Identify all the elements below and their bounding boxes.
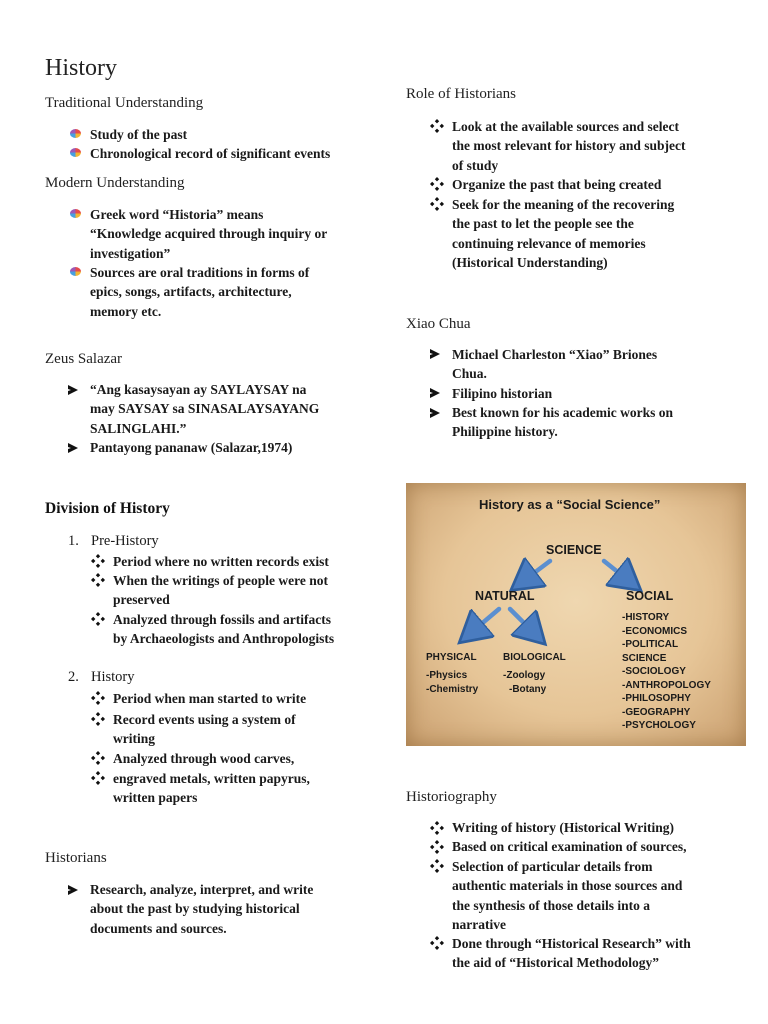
arrow-bullet-icon xyxy=(68,443,78,453)
arrow-bullet-icon xyxy=(430,408,440,418)
arrow-natural-to-biological xyxy=(510,609,539,638)
list-item: When the writings of people were not preserved xyxy=(113,573,328,608)
diamond-bullet-icon xyxy=(91,712,105,726)
diamond-bullet-icon xyxy=(91,751,105,765)
list-number: 1. xyxy=(68,533,79,549)
node-natural: NATURAL xyxy=(475,589,535,603)
list-item: Study of the past xyxy=(90,127,188,142)
list-item: Period when man started to write xyxy=(113,691,307,706)
list-item: Analyzed through wood carves, xyxy=(113,751,295,766)
arrow-bullet-icon xyxy=(430,388,440,398)
diamond-bullet-icon xyxy=(430,936,444,950)
list-item: Best known for his academic works on Philippine history. xyxy=(452,405,674,440)
arrow-bullet-icon xyxy=(68,885,78,895)
social-science-diagram xyxy=(406,483,746,746)
list-item: Chronological record of significant events xyxy=(90,146,331,161)
heading-xiao-chua: Xiao Chua xyxy=(406,316,471,332)
subheading-history: History xyxy=(91,669,135,685)
subheading-pre-history: Pre-History xyxy=(91,533,159,549)
diamond-bullet-icon xyxy=(430,197,444,211)
list-item: Pantayong pananaw (Salazar,1974) xyxy=(90,440,293,455)
list-item: Based on critical examination of sources, xyxy=(452,839,687,854)
list-item: Period where no written records exist xyxy=(113,554,329,569)
bullet-icon xyxy=(70,267,81,276)
bullet-icon xyxy=(70,209,81,218)
list-number: 2. xyxy=(68,669,79,685)
diamond-bullet-icon xyxy=(430,859,444,873)
bullet-icon xyxy=(70,129,81,138)
list-item: Selection of particular details from authentic materials in those sources and the synthesis of those details into a narrative xyxy=(452,859,683,933)
list-item: Writing of history (Historical Writing) xyxy=(452,820,674,835)
list-item: engraved metals, written papyrus, written papers xyxy=(113,771,310,806)
list-item: Sources are oral traditions in forms of epics, songs, artifacts, architecture, memory etc. xyxy=(90,265,310,319)
list-item: “Ang kasaysayan ay SAYLAYSAY na may SAYSAY sa SINASALAYSAYANG SALINGLAHI.” xyxy=(90,382,320,436)
diamond-bullet-icon xyxy=(430,840,444,854)
arrow-science-to-natural xyxy=(518,561,550,585)
list-item: Record events using a system of writing xyxy=(113,712,296,747)
heading-traditional-understanding: Traditional Understanding xyxy=(45,95,204,111)
diamond-bullet-icon xyxy=(430,177,444,191)
list-item: Organize the past that being created xyxy=(452,177,662,192)
arrow-bullet-icon xyxy=(68,385,78,395)
heading-historiography: Historiography xyxy=(406,789,497,805)
diamond-bullet-icon xyxy=(91,612,105,626)
diamond-bullet-icon xyxy=(91,573,105,587)
diamond-bullet-icon xyxy=(91,771,105,785)
list-item: Research, analyze, interpret, and write about the past by studying historical documents and sources. xyxy=(90,882,314,936)
node-social-list: -HISTORY -ECONOMICS -POLITICAL SCIENCE -SOCIOLOGY -ANTHROPOLOGY -PHILOSOPHY -GEOGRAPHY -PSYCHOLOGY xyxy=(622,612,711,731)
list-item: Filipino historian xyxy=(452,386,553,401)
diamond-bullet-icon xyxy=(430,119,444,133)
diagram-title: History as a “Social Science” xyxy=(479,497,661,512)
list-item: Analyzed through fossils and artifacts by Archaeologists and Anthropologists xyxy=(113,612,335,647)
page-title: History xyxy=(45,55,117,81)
heading-zeus-salazar: Zeus Salazar xyxy=(45,351,123,367)
heading-division-of-history: Division of History xyxy=(45,500,170,517)
node-biological: BIOLOGICAL -Zoology -Botany xyxy=(503,652,566,695)
list-item: Look at the available sources and select the most relevant for history and subject of study xyxy=(452,119,686,173)
diamond-bullet-icon xyxy=(91,554,105,568)
heading-historians: Historians xyxy=(45,850,107,866)
list-item: Done through “Historical Research” with the aid of “Historical Methodology” xyxy=(452,936,691,971)
list-item: Greek word “Historia” means “Knowledge acquired through inquiry or investigation” xyxy=(90,207,328,261)
diamond-bullet-icon xyxy=(430,821,444,835)
node-physical: PHYSICAL -Physics -Chemistry xyxy=(426,652,479,695)
arrow-natural-to-physical xyxy=(466,609,499,637)
node-science: SCIENCE xyxy=(546,543,602,557)
arrow-bullet-icon xyxy=(430,349,440,359)
node-social: SOCIAL xyxy=(626,589,674,603)
heading-modern-understanding: Modern Understanding xyxy=(45,175,185,191)
list-item: Seek for the meaning of the recovering the past to let the people see the continuing relevance of memories (Historical Understanding) xyxy=(452,197,675,271)
arrow-science-to-social xyxy=(604,561,634,585)
diamond-bullet-icon xyxy=(91,691,105,705)
heading-role-of-historians: Role of Historians xyxy=(406,86,516,102)
list-item: Michael Charleston “Xiao” Briones Chua. xyxy=(452,347,658,382)
bullet-icon xyxy=(70,148,81,157)
